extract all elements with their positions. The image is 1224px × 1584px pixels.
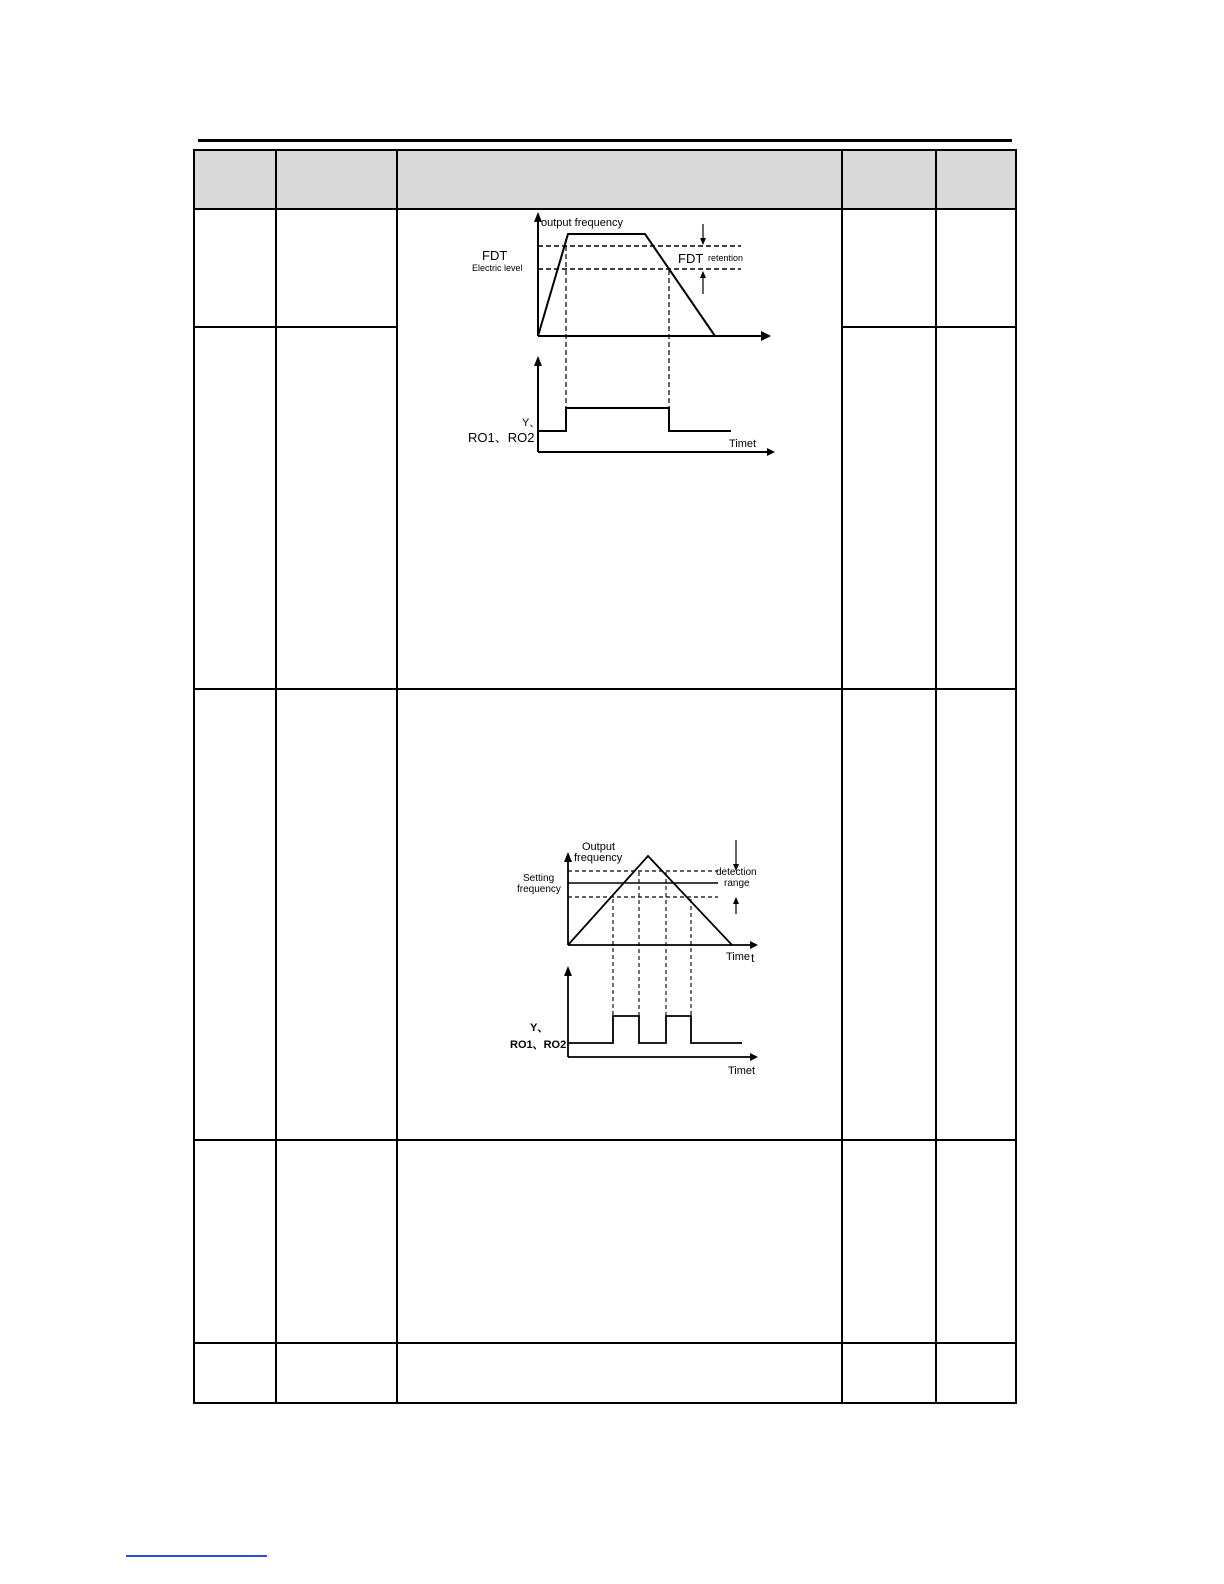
column-divider	[396, 149, 398, 1404]
arrow-right-icon	[750, 1053, 758, 1061]
column-divider	[841, 149, 843, 1404]
page-top-rule	[198, 139, 1012, 142]
fdt-retention-label: FDT	[678, 251, 704, 266]
detection-range-label: detection	[716, 867, 757, 878]
column-divider	[275, 149, 277, 1404]
arrow-down-icon	[700, 238, 706, 245]
arrow-up-icon	[534, 356, 542, 366]
fdt-level-label: FDT	[482, 248, 508, 263]
detection-range-label: range	[724, 878, 750, 889]
fdt-level-sublabel: Electric level	[472, 263, 523, 273]
arrow-right-icon	[750, 941, 758, 949]
time-axis-label: Timet	[728, 1065, 756, 1077]
setting-frequency-label: Setting	[523, 873, 555, 884]
detection-range-timing-diagram	[510, 836, 770, 1081]
table-border-top	[193, 149, 1017, 151]
row-divider	[842, 326, 1017, 328]
output-frequency-curve	[538, 234, 715, 336]
output-label: RO1、RO2	[510, 1039, 567, 1051]
fdt-retention-sublabel: retention	[708, 253, 744, 263]
fdt-timing-diagram	[455, 210, 785, 460]
output-signal-pulse	[538, 408, 731, 431]
row-divider	[193, 1139, 1017, 1141]
fdt-frequency-plot	[472, 212, 771, 341]
arrow-up-icon	[733, 897, 739, 904]
footer-link-underline[interactable]	[126, 1555, 267, 1557]
arrow-up-icon	[700, 271, 706, 278]
detection-frequency-plot	[517, 840, 758, 965]
arrow-up-icon	[564, 966, 572, 976]
time-axis-label: Time	[726, 951, 751, 963]
row-divider	[277, 326, 398, 328]
output-frequency-curve	[568, 856, 732, 945]
setting-frequency-label: frequency	[517, 884, 561, 895]
row-divider	[193, 688, 1017, 690]
output-label: Y、	[522, 417, 541, 429]
column-divider	[193, 149, 195, 1404]
time-axis-label: Timet	[729, 438, 757, 450]
detection-output-plot	[510, 872, 758, 1077]
output-label: Y、	[530, 1022, 549, 1034]
arrow-right-icon	[761, 331, 771, 341]
column-divider	[935, 149, 937, 1404]
row-divider	[193, 326, 277, 328]
y-axis-label: frequency	[574, 852, 623, 864]
table-border-bottom	[193, 1402, 1017, 1404]
time-axis-unit: t	[751, 951, 755, 965]
row-divider	[193, 1342, 1017, 1344]
y-axis-label: output frequency	[541, 217, 623, 229]
arrow-right-icon	[767, 448, 775, 456]
table-header-row	[193, 149, 1017, 209]
column-divider	[1015, 149, 1017, 1404]
output-signal-pulses	[568, 1016, 742, 1043]
y-axis-label: Output	[582, 841, 616, 853]
arrow-up-icon	[564, 852, 572, 862]
output-label: RO1、RO2	[468, 430, 535, 445]
